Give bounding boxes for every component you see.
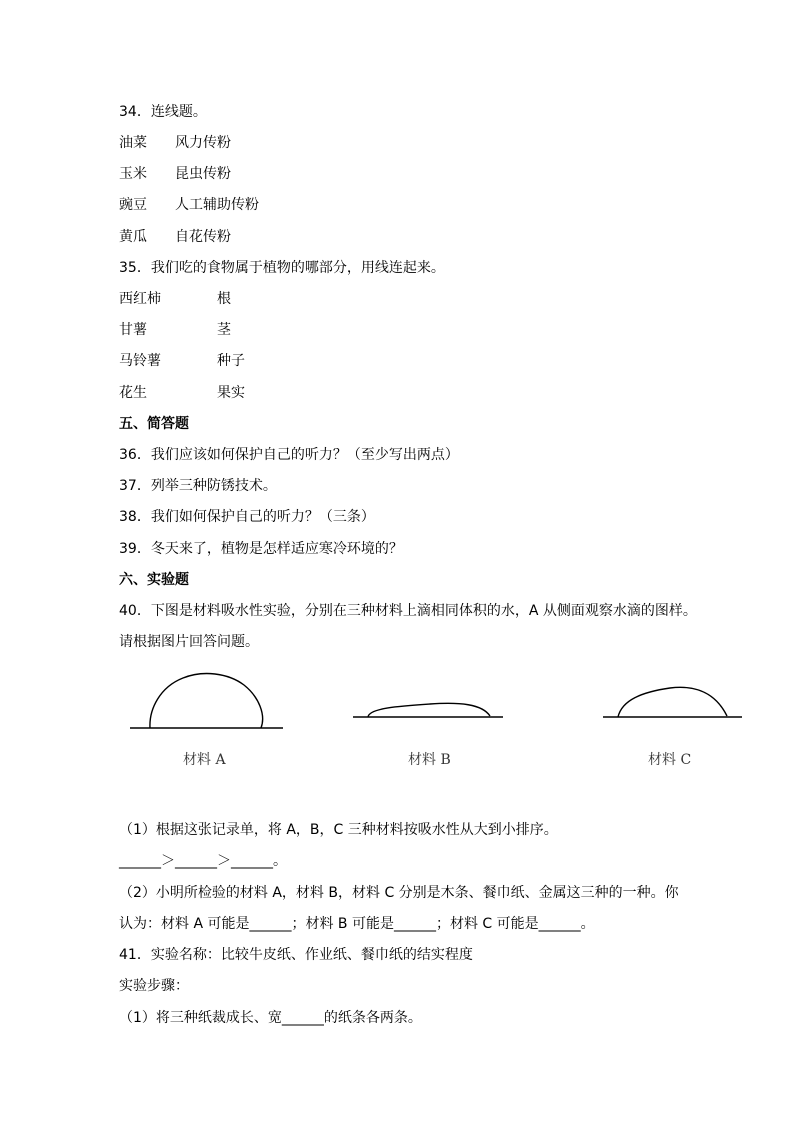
q34-right-3: 人工辅助传粉 — [175, 197, 259, 213]
q35-left-1: 西红柿 — [119, 291, 161, 307]
q34-left-4: 黄瓜 — [119, 229, 147, 245]
q37-text: 37．列举三种防锈技术。 — [119, 478, 277, 494]
q35-title: 35．我们吃的食物属于植物的哪部分，用线连起来。 — [119, 260, 445, 276]
q34-title: 34．连线题。 — [119, 104, 207, 120]
water-drop-figure-a — [125, 665, 290, 740]
q34-right-4: 自花传粉 — [175, 229, 231, 245]
water-drop-figure-c — [600, 680, 745, 730]
q35-right-1: 根 — [217, 291, 231, 307]
q40-text-line2: 请根据图片回答问题。 — [119, 634, 259, 650]
q40-sub2-line1: （2）小明所检验的材料 A，材料 B，材料 C 分别是木条、餐巾纸、金属这三种的一种。你 — [119, 885, 679, 901]
section-6-heading: 六、实验题 — [119, 572, 189, 588]
q35-right-4: 果实 — [217, 385, 245, 401]
q34-left-1: 油菜 — [119, 135, 147, 151]
q41-steps-label: 实验步骤： — [119, 978, 189, 994]
water-drop-figure-b — [350, 690, 510, 730]
q35-right-2: 茎 — [217, 322, 231, 338]
q40-sub1-text: （1）根据这张记录单，将 A，B，C 三种材料按吸水性从大到小排序。 — [119, 822, 558, 838]
q35-right-3: 种子 — [217, 353, 245, 369]
q36-text: 36．我们应该如何保护自己的听力？（至少写出两点） — [119, 447, 459, 463]
q39-text: 39．冬天来了，植物是怎样适应寒冷环境的？ — [119, 541, 403, 557]
q40-text-line1: 40．下图是材料吸水性实验，分别在三种材料上滴相同体积的水，A 从侧面观察水滴的图样。 — [119, 603, 697, 619]
q34-right-1: 风力传粉 — [175, 135, 231, 151]
q34-right-2: 昆虫传粉 — [175, 166, 231, 182]
q34-left-2: 玉米 — [119, 166, 147, 182]
q40-sub2-line2: 认为：材料 A 可能是______；材料 B 可能是______；材料 C 可能是______。 — [119, 916, 595, 932]
q41-step1: （1）将三种纸裁成长、宽______的纸条各两条。 — [119, 1010, 422, 1026]
q38-text: 38．我们如何保护自己的听力？（三条） — [119, 509, 375, 525]
q35-left-4: 花生 — [119, 385, 147, 401]
section-5-heading: 五、简答题 — [119, 416, 189, 432]
q35-left-2: 甘薯 — [119, 322, 147, 338]
q40-sub1-answer: ______＞______＞______。 — [119, 853, 287, 869]
q41-title: 41．实验名称：比较牛皮纸、作业纸、餐巾纸的结实程度 — [119, 947, 473, 963]
figure-b-label: 材料 B — [408, 752, 451, 768]
q35-left-3: 马铃薯 — [119, 353, 161, 369]
figure-c-label: 材料 C — [648, 752, 692, 768]
figure-a-label: 材料 A — [183, 752, 226, 768]
q34-left-3: 豌豆 — [119, 197, 147, 213]
